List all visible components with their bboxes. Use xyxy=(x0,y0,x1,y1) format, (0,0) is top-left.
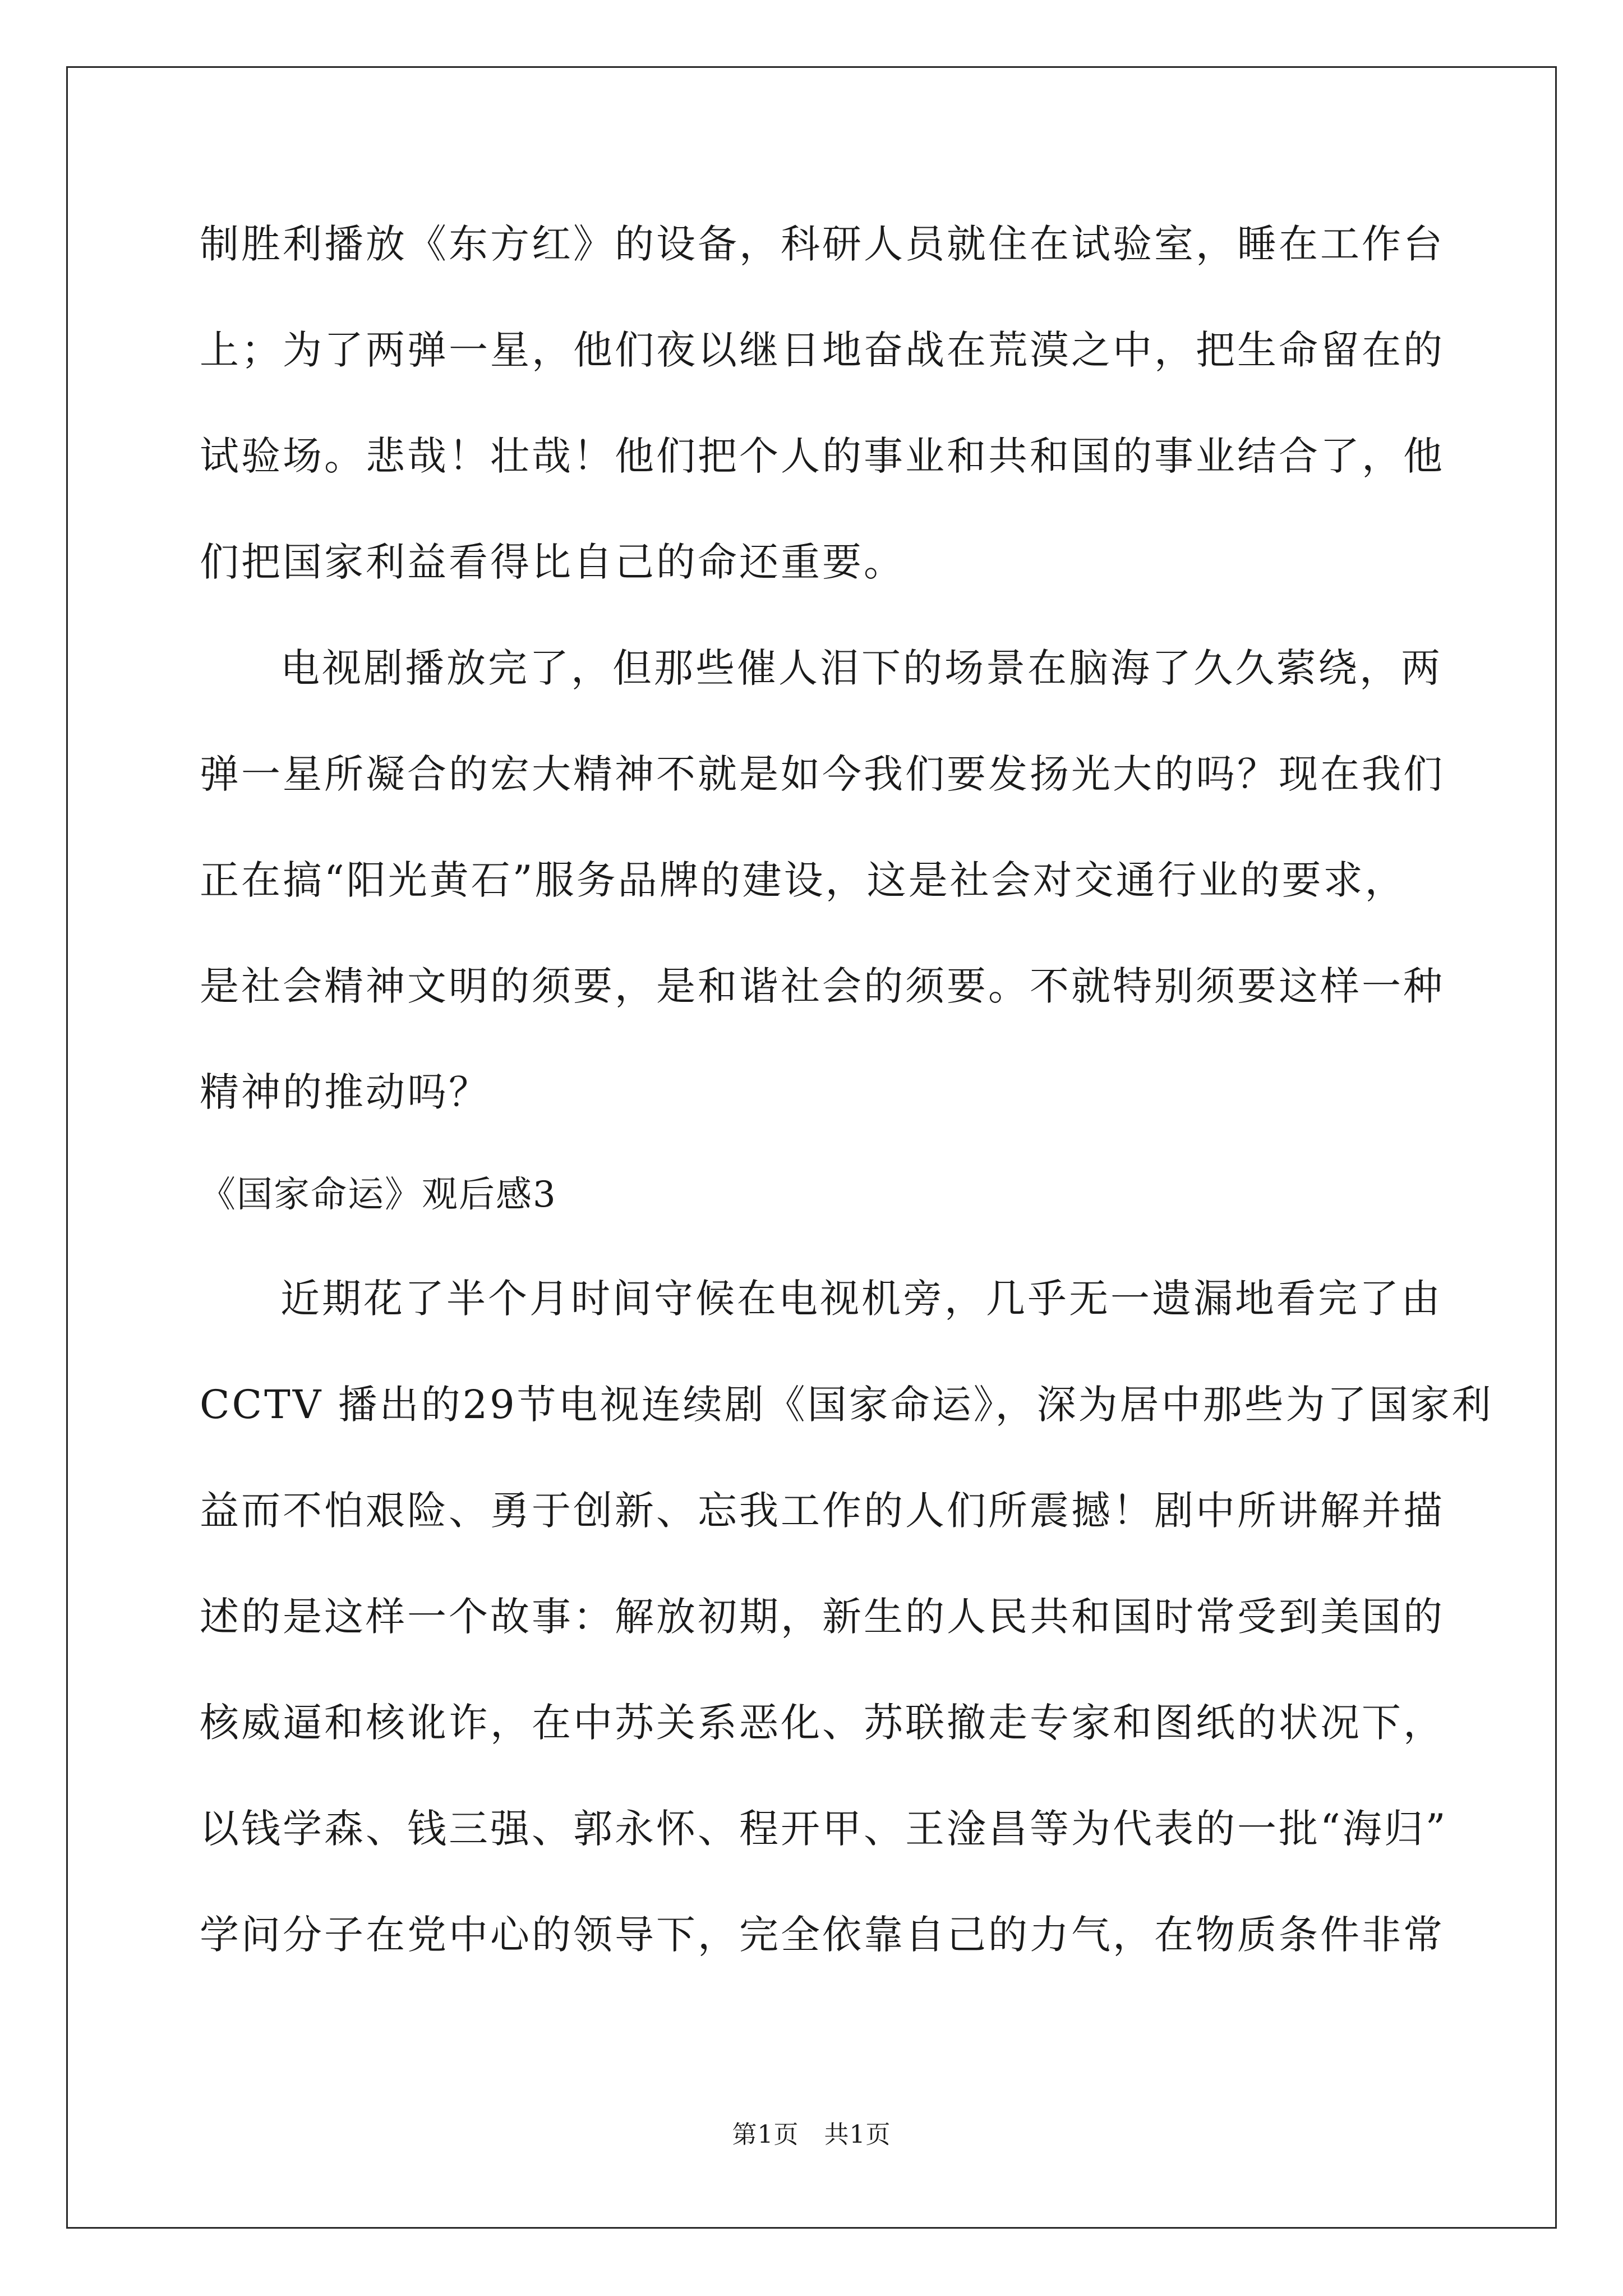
p1-line-3: 试验场。悲哉！壮哉！他们把个人的事业和共和国的事业结合了，他 xyxy=(200,433,1445,479)
p2-line-5: 精神的推动吗？ xyxy=(200,1069,490,1115)
p2-line-1: 电视剧播放完了，但那些催人泪下的场景在脑海了久久萦绕，两 xyxy=(280,645,1442,691)
p1-line-1: 制胜利播放《东方红》的设备，科研人员就住在试验室，睡在工作台 xyxy=(200,221,1445,267)
p3-line-5: 核威逼和核讹诈，在中苏关系恶化、苏联撤走专家和图纸的状况下， xyxy=(200,1700,1445,1746)
p2-line-4: 是社会精神文明的须要，是和谐社会的须要。不就特别须要这样一种 xyxy=(200,963,1445,1009)
p3-line-3: 益而不怕艰险、勇于创新、忘我工作的人们所震撼！剧中所讲解并描 xyxy=(200,1488,1445,1534)
p1-line-4: 们把国家利益看得比自己的命还重要。 xyxy=(200,539,905,585)
p2-line-2: 弹一星所凝合的宏大精神不就是如今我们要发扬光大的吗？现在我们 xyxy=(200,751,1445,797)
page-footer: 第1页 共1页 xyxy=(732,2120,891,2149)
p2-line-3: 正在搞“阳光黄石”服务品牌的建设，这是社会对交通行业的要求， xyxy=(200,857,1407,903)
section-title: 《国家命运》观后感3 xyxy=(200,1174,557,1216)
p3-line-1: 近期花了半个月时间守候在电视机旁，几乎无一遗漏地看完了由 xyxy=(280,1276,1442,1322)
p1-line-2: 上；为了两弹一星，他们夜以继日地奋战在荒漠之中，把生命留在的 xyxy=(200,327,1445,373)
p3-line-7: 学问分子在党中心的领导下，完全依靠自己的力气，在物质条件非常 xyxy=(200,1912,1445,1958)
p3-line-4: 述的是这样一个故事：解放初期，新生的人民共和国时常受到美国的 xyxy=(200,1594,1445,1640)
page-border xyxy=(66,66,1557,2229)
p3-line-6: 以钱学森、钱三强、郭永怀、程开甲、王淦昌等为代表的一批“海归” xyxy=(200,1806,1448,1852)
p3-line-2: CCTV 播出的29节电视连续剧《国家命运》，深为居中那些为了国家利 xyxy=(200,1382,1493,1428)
